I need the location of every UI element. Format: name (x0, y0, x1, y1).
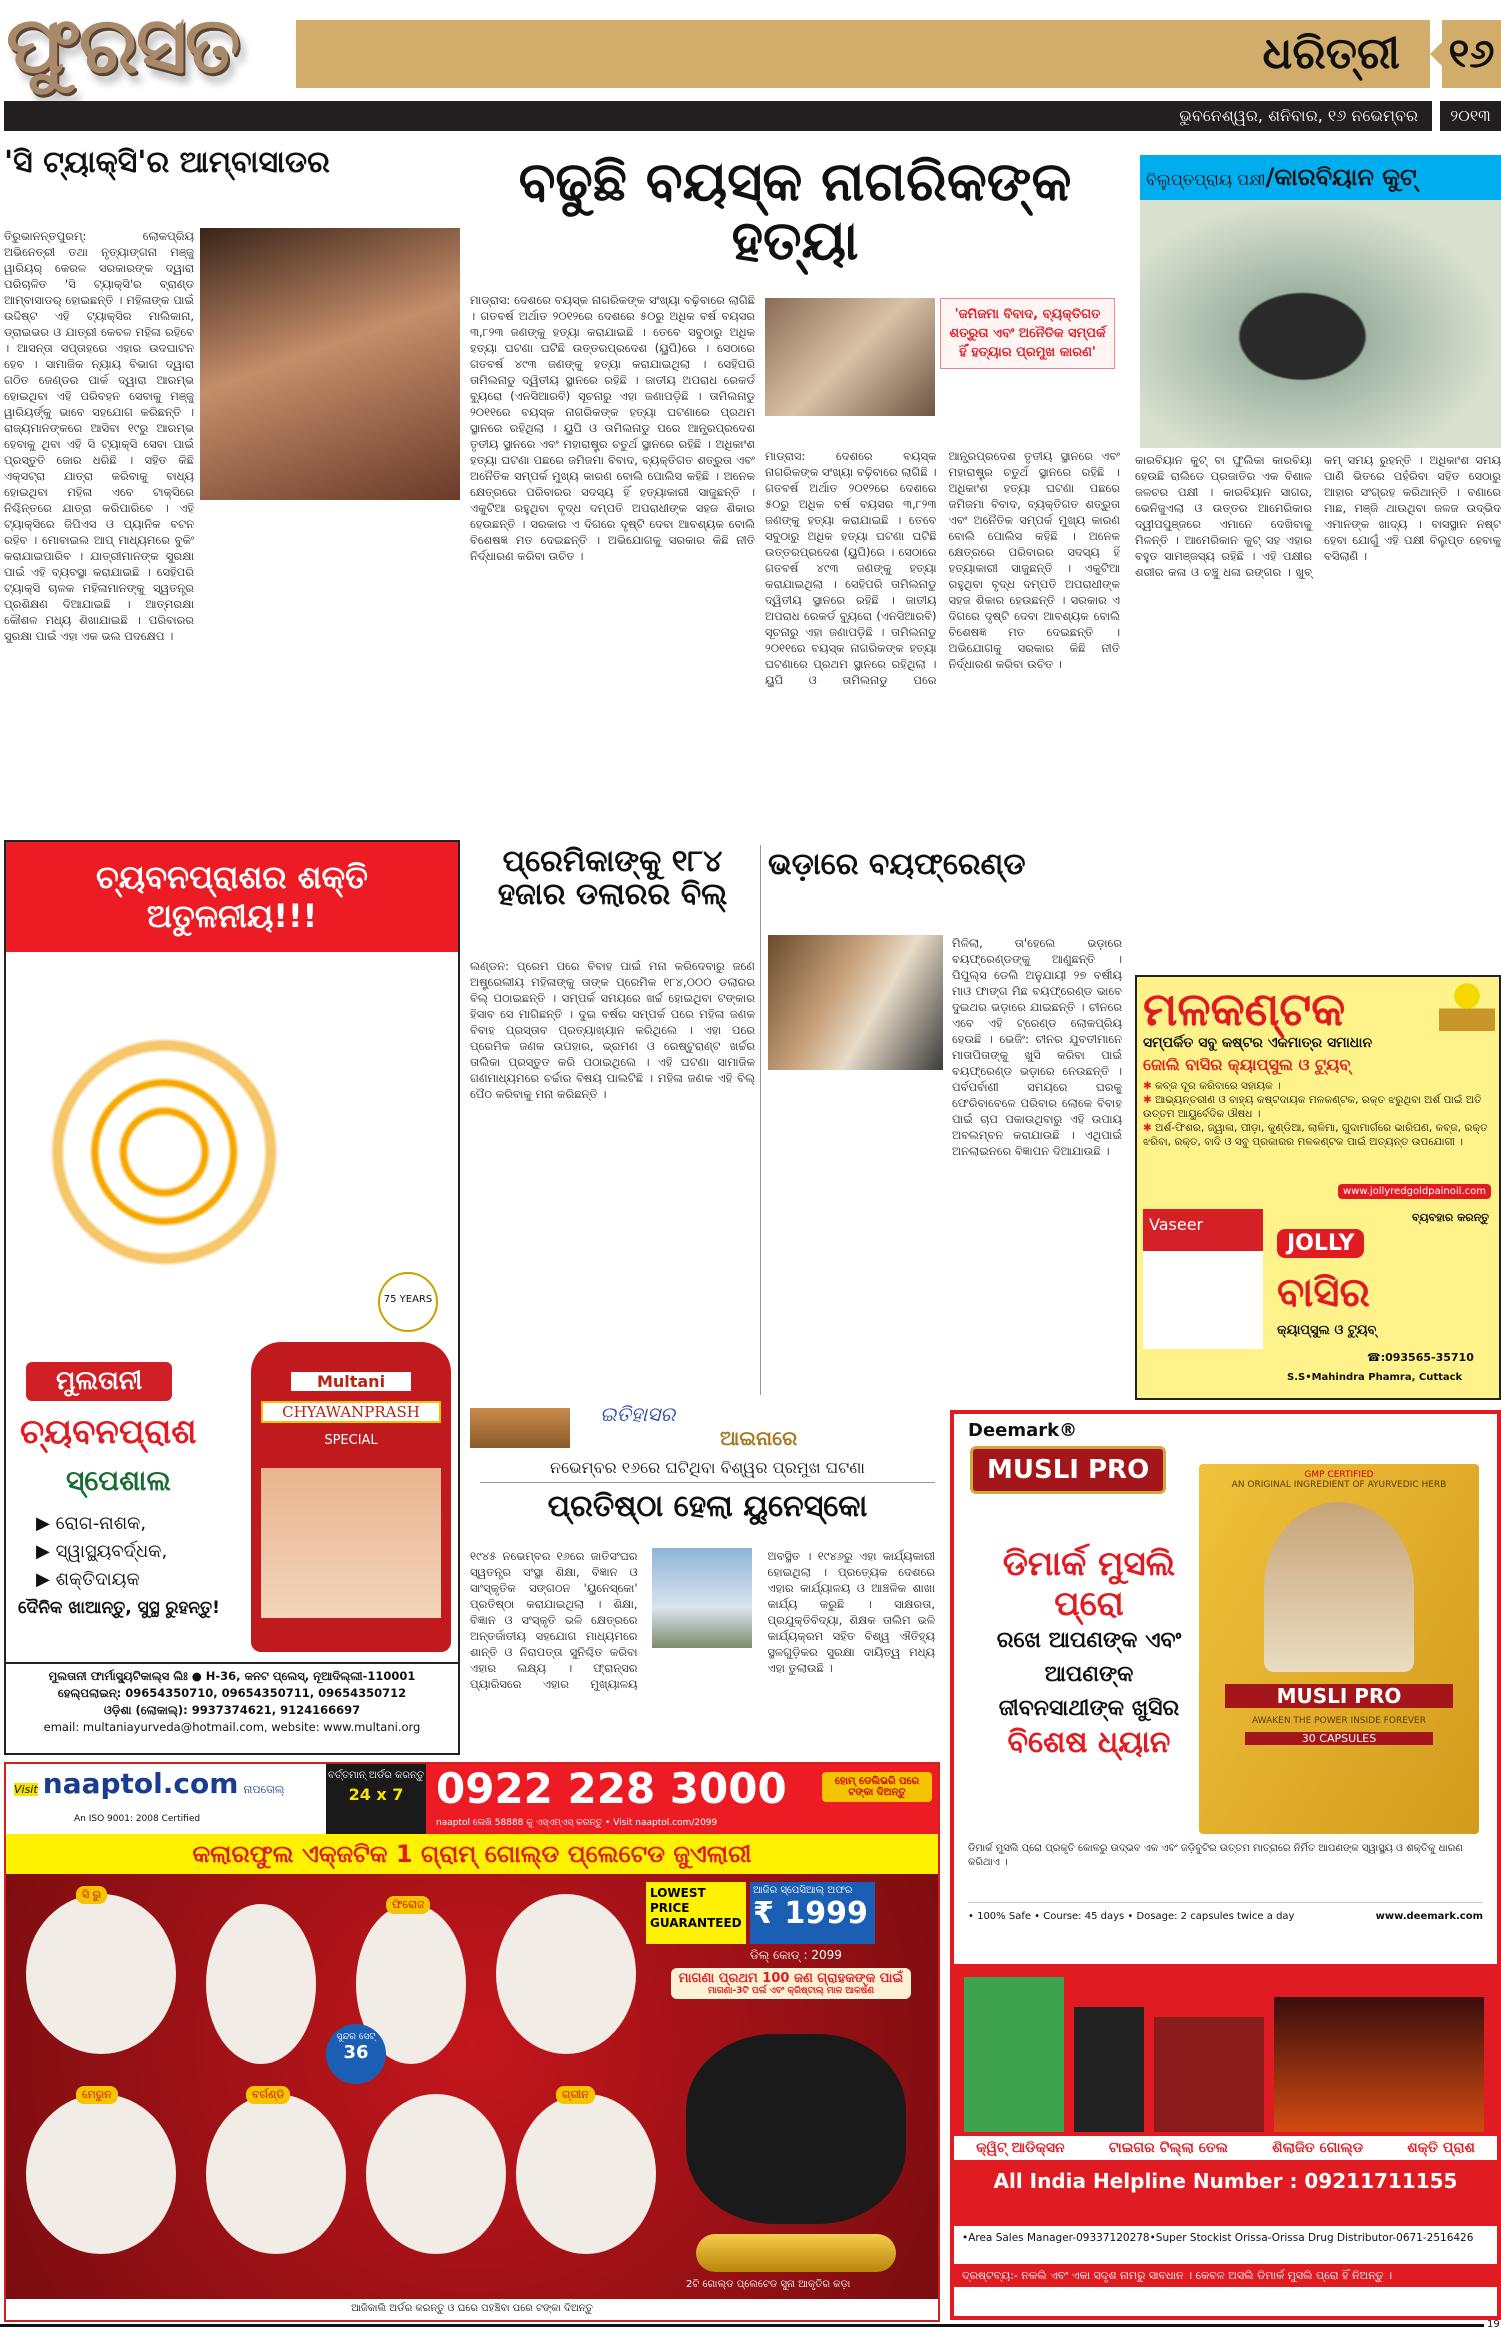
musli-description: ଡିମାର୍କ ମୁସଲି ପ୍ରୋ ପ୍ରକୃତି କୋଳରୁ ଉଦ୍ଭବ ଏକ ଏବଂ ଜଡ଼ିବୁଟିର ଉତ୍ତମ ମାତ୍ରାରେ ନିର୍ମିତ ଆପଣଙ୍କ ସ୍ୱାସ୍ଥ୍ୟ ଓ ଶକ୍ତିକୁ ଧାରଣ କରିଥାଏ । (968, 1843, 1463, 1868)
set-label: ମେରୁନ (76, 2086, 118, 2104)
sms-info: naaptol ଲେଖି 58888 କୁ ଏସ୍ଏମ୍ଏସ୍ କରନ୍ତୁ • Visit naaptol.com/2099 (436, 1818, 718, 1828)
books-icon (470, 1408, 570, 1448)
naaptol-logo-box (6, 1764, 324, 1834)
musli-warning: ଦ୍ରଷ୍ଟବ୍ୟ:- ନକଲି ଏବଂ ଏକା ସଦୃଶ ନାମରୁ ସାବଧାନ । କେବଳ ଅସଲି ଡିମାର୍କ ମୁସଲି ପ୍ରୋ ହିଁ ନିଅନ୍ତୁ । (954, 2264, 1497, 2287)
victim-photo (765, 298, 935, 416)
bullet: ▶ ଶକ୍ତିଦାୟକ (36, 1569, 140, 1590)
musli-dosage (968, 1902, 1483, 1958)
necklace-set (366, 2094, 506, 2254)
story3-body: କାରବିୟାନ କୁଟ୍ ବା ଫୁଲିକା କାରବିୟା ହେଉଛି ରାଲିଡେ ପ୍ରଜାତିର ଏକ ବିଶାଳ ଜଳଚର ପକ୍ଷୀ । କାରବିୟାନ ସାଗର, ଭେନିଜୁଏଲା ଓ ଉତ୍ତର ଆମେରିକାର ଦ୍ୱୀପପୁଞ୍ଜରେ ଏମାନେ ଦେଖିବାକୁ ମିଳନ୍ତି । ଆମେରିକାନ କୁଟ୍ ସହ ଏହାର ବହୁତ ସାମଞ୍ଜସ୍ୟ ରହିଛି । ଏହି ପକ୍ଷୀର ଶରୀର କଳା ଓ ଚଞ୍ଚୁ ଧଳା ରଙ୍ଗର । ଖୁବ୍ କମ୍ ସମୟ ରୁହନ୍ତି । ଅଧିକାଂଶ ସମୟ ପାଣି ଭିତରେ ପହଁରିବା ସହିତ ସେଠାରୁ ଆହାର ସଂଗ୍ରହ କରିଥାନ୍ତି । ବଣାରେ ମାଛ, ମଞ୍ଜି ଥାଉଥିବା ଜଳଜ ଉଦ୍ଭିଦ ଏମାନଙ୍କ ଖାଦ୍ୟ । ବାସସ୍ଥାନ ନଷ୍ଟ ହେବା ଯୋଗୁଁ ଏହି ପକ୍ଷୀ ବିଲୁପ୍ତ ହେବାକୁ ବସିଲାଣି । (1135, 453, 1501, 579)
history-subtitle: ନଭେମ୍ବର ୧୬ରେ ଘଟିଥିବା ବିଶ୍ୱର ପ୍ରମୁଖ ଘଟଣା (480, 1458, 935, 1483)
box-logo: MUSLI PRO (1225, 1684, 1453, 1708)
musli-helpline: All India Helpline Number : 09211711155 (993, 2169, 1458, 2193)
jewellery-headline: କଲାରଫୁଲ ଏକ୍ଜଟିକ 1 ଗ୍ରାମ୍ ଗୋଲ୍ଡ ପ୍ଲେଟେଡ ଜୁଏଲାରୀ (6, 1834, 938, 1874)
quote-black: ରଖେ ଆପଣଙ୍କ ଏବଂ ଆପଣଙ୍କ ଜୀବନସାଥୀଙ୍କ ଖୁସିର (996, 1628, 1182, 1721)
cartoon-man-icon (1439, 981, 1495, 1031)
75-years-badge: 75 YEARS (378, 1272, 438, 1332)
gold-bangles (696, 2234, 896, 2272)
history-body: ୧୯୪୫ ନଭେମ୍ବର ୧୬ରେ ଜାତିସଂଘର ସ୍ୱତନ୍ତ୍ର ସଂସ୍ଥା ଶିକ୍ଷା, ବିଜ୍ଞାନ ଓ ସାଂସ୍କୃତିକ ସଙ୍ଗଠନ 'ୟୁନେସ୍କୋ' ପ୍ରତିଷ୍ଠା କରାଯାଇଥିଲା । ଶିକ୍ଷା, ବିଜ୍ଞାନ ଓ ସଂସ୍କୃତି ଭଳି କ୍ଷେତ୍ରରେ ଅନ୍ତର୍ଜାତୀୟ ସହଯୋଗ ମାଧ୍ୟମରେ ଶାନ୍ତି ଓ ନିରାପତ୍ତା ସୁନିଶ୍ଚିତ କରିବା ଏହାର ଲକ୍ଷ୍ୟ । ଫ୍ରାନ୍ସର ପ୍ୟାରିସରେ ଏହାର ମୁଖ୍ୟାଳୟ ଅବସ୍ଥିତ । ୧୯୪୬ରୁ ଏହା କାର୍ଯ୍ୟକାରୀ ହୋଇଥିଲା । ପ୍ରତ୍ୟେକ ଦେଶରେ ଏହାର କାର୍ଯ୍ୟାଳୟ ଓ ଆଞ୍ଚଳିକ ଶାଖା କାର୍ଯ୍ୟ କରୁଛି । ସାକ୍ଷରତା, ପ୍ରଯୁକ୍ତିବିଦ୍ୟା, ଶିକ୍ଷକ ତାଲିମ ଭଳି କାର୍ଯ୍ୟକ୍ରମ ସହିତ ବିଶ୍ୱ ଐତିହ୍ୟ ସ୍ଥଳଗୁଡ଼ିକର ସୁରକ୍ଷା ଦାୟିତ୍ୱ ମଧ୍ୟ ଏହା ତୁଲାଉଛି । (470, 1549, 935, 1691)
dateline: ଭୁବନେଶ୍ୱର, ଶନିବାର, ୧୬ ନଭେମ୍ବର (4, 101, 1432, 131)
naaptol-ad (4, 1762, 940, 2322)
musli-products (954, 1964, 1497, 2226)
footballer-graphic (6, 952, 458, 1352)
jolly-distributor: S.S•Mahindra Phamra, Cuttack (1287, 1372, 1463, 1383)
iso-label: An ISO 9001: 2008 Certified (74, 1814, 201, 1824)
necklace-set (496, 1894, 636, 2054)
gmp-label: GMP CERTIFIED (1304, 1470, 1374, 1480)
box-caps: 30 CAPSULES (1245, 1732, 1433, 1745)
order-box (326, 1764, 426, 1834)
box-label: Vaseer (1149, 1215, 1204, 1234)
shilajit-box (1154, 2017, 1264, 2132)
shakti-prash-box (1274, 1997, 1484, 2132)
set-label: ଫିରୋଜ (386, 1896, 430, 1914)
page-rule (0, 2324, 1484, 2327)
naaptol-logo: naaptol.com (42, 1767, 239, 1800)
set-label: ବର୍ଗଣ୍ଡି (246, 2086, 290, 2104)
box-top-text: AN ORIGINAL INGREDIENT OF AYURVEDIC HERB (1231, 1480, 1447, 1490)
jolly-website: www.jollyredgoldpainoil.com (1338, 1184, 1491, 1199)
story4-headline: ପ୍ରେମିକାଙ୍କୁ ୧୮୪ ହଜାର ଡଲାରର ବିଲ୍ (497, 844, 728, 912)
story3-header (1140, 155, 1501, 200)
masthead-logo: ଫୁରସତ (6, 0, 239, 91)
deemark-brand: Deemark® (968, 1420, 1078, 1441)
story5-body: ମିଳିଲା, ତା'ହେଲେ ଭଡ଼ାରେ ବୟଫ୍ରେଣ୍ଡଙ୍କୁ ଆଣୁଛନ୍ତି । ପିପୁଲ୍ସ ଡେଲି ଅନୁଯାୟୀ ୨୭ ବର୍ଷୀୟ ମାଓ ଫାଙ୍ଗ ମିଛ ବୟଫ୍ରେଣ୍ଡ ଭାବେ ଦୁଇଥର ଭଡ଼ାରେ ଯାଇଛନ୍ତି । ଚୀନରେ ଏବେ ଏହି ଟ୍ରେଣ୍ଡ ଲୋକପ୍ରିୟ ହେଉଛି । ଭେଜିଂ: ଚୀନର ଯୁବତୀମାନେ ମାତାପିତାଙ୍କୁ ଖୁସି କରିବା ପାଇଁ ବୟଫ୍ରେଣ୍ଡ ଭଡ଼ାରେ ନେଉଛନ୍ତି । ପର୍ବପର୍ବାଣୀ ସମୟରେ ଘରକୁ ଫେରିବାବେଳେ ପରିବାର ଲୋକେ ବିବାହ ପାଇଁ ଚାପ ପକାଉଥିବାରୁ ଏହି ଉପାୟ ଅବଲମ୍ବନ କରାଯାଉଛି । ଏଥିପାଇଁ ଅନଲାଇନରେ ବିଜ୍ଞାପନ ଦିଆଯାଉଛି । (952, 936, 1122, 1158)
page-number: ୧୬ (1442, 20, 1501, 88)
story2-pullquote: 'ଜମିଜମା ବିବାଦ, ବ୍ୟକ୍ତିଗତ ଶତ୍ରୁତା ଏବଂ ଅନୈତିକ ସମ୍ପର୍କ ହିଁ ହତ୍ୟାର ପ୍ରମୁଖ କାରଣ' (940, 298, 1115, 369)
chyawan-tagline: ଦୈନିକ ଖାଆନ୍ତୁ, ସୁସ୍ଥ ରୁହନ୍ତୁ! (18, 1598, 220, 1618)
chyawanprash-ad (4, 840, 460, 1755)
box-tagline: AWAKEN THE POWER INSIDE FOREVER (1252, 1716, 1426, 1726)
sets-label: ସୁନ୍ଦର ସେଟ୍ (336, 2032, 376, 2042)
jolly-vaseer-ad (1135, 975, 1501, 1400)
jolly-logo: JOLLY (1277, 1229, 1364, 1258)
deal-code: ଡିଲ୍ କୋଡ୍ : 2099 (750, 1948, 842, 1962)
musli-root-photo (1264, 1502, 1414, 1672)
helpline: ହେଲ୍ପଲାଇନ୍: 09654350710, 09654350711, 09654350712 (57, 1686, 407, 1700)
quote-end: ବିଶେଷ ଧ୍ୟାନ (1007, 1725, 1171, 1760)
necklace-set (206, 2088, 346, 2254)
history-headline: ପ୍ରତିଷ୍ଠା ହେଲା ୟୁନେସ୍କୋ (547, 1489, 868, 1524)
coot-bird-photo (1140, 200, 1501, 448)
free-label: ମାଗଣା ପ୍ରଥମ 100 ଜଣ ଗ୍ରାହକଙ୍କ ପାଇଁ (678, 1971, 904, 1986)
multani-brand: ମୁଲତାନୀ (26, 1362, 172, 1401)
website: www.deemark.com (1375, 1911, 1483, 1922)
vaseer-title: ବାସିର (1277, 1270, 1370, 1316)
product-name: ଶକ୍ତି ପ୍ରାଶ (1407, 2140, 1475, 2156)
cod-label: ହୋମ୍ ଡେଲିଭରି ପରେ ଟଙ୍କା ଦିଅନ୍ତୁ (822, 1772, 932, 1802)
necklace-set (516, 2088, 656, 2254)
phone-box (426, 1764, 938, 1834)
point: ✱ ଆଭ୍ୟନ୍ତରୀଣ ଓ ବାହ୍ୟ କଷ୍ଟଦାୟକ ମଳକଣ୍ଟକ, ରକ୍ତ ଝରୁଥିବା ଅର୍ଶ ପାଇଁ ଅତି ଉତ୍ତମ ଆୟୁର୍ବେଦିକ ଔଷଧ । (1143, 1094, 1482, 1120)
offer-price: ₹ 1999 (753, 1896, 868, 1931)
jewellery-display (6, 1874, 938, 2299)
jolly-subtitle: ସମ୍ପର୍କିତ ସବୁ କଷ୍ଟର ଏକମାତ୍ର ସମାଧାନ (1143, 1035, 1373, 1051)
story3-kicker: ବିଲୁପ୍ତପ୍ରାୟ ପକ୍ଷୀ (1146, 170, 1266, 189)
chyawan-bullets (36, 1510, 246, 1594)
couple-photo (768, 935, 943, 1070)
musli-contacts: •Area Sales Manager-09337120278•Super Stockist Orissa-Orissa Drug Distributor-0671-2516426 (954, 2228, 1497, 2248)
necklace-set (26, 2088, 176, 2254)
bangles-caption: 2ଟି ଗୋଲ୍ଡ ପ୍ଲେଟେଡ ସୁନା ଆକୃତିର କଡ଼ା (686, 2279, 851, 2290)
chyawan-contact (6, 1662, 458, 1736)
musli-pro-ad (950, 1410, 1501, 2320)
quote-red: ଡିମାର୍କ ମୁସଲି ପ୍ରୋ (1002, 1544, 1176, 1624)
point: ✱ ଅର୍ଶ-ଫିଶର, ଜ୍ୱାଳା, ପୀଡ଼ା, କୁଣ୍ଡିଆ, ଲାଳିମା, ଗୁଦାମାର୍ଗରେ ଭାରିପଣ, କବ୍ଜ, ରକ୍ତ ଝରିବା, ରକ୍ତ, ବାଦି ଓ ସବୁ ପ୍ରକାରର ମଳକଣ୍ଟକ ପାଇଁ ଅତ୍ୟନ୍ତ ଉପଯୋଗୀ । (1143, 1122, 1488, 1148)
jolly-product: ଜୋଲି ବାସିର କ୍ୟାପ୍ସୁଲ ଓ ଟ୍ୟୁବ୍ (1143, 1055, 1351, 1074)
story4-body: ଲଣ୍ଡନ: ପ୍ରେମ ପରେ ବିବାହ ପାଇଁ ମନା କରିଦେବାରୁ ଜଣେ ଅଷ୍ଟ୍ରେଲୀୟ ମହିଳାଙ୍କୁ ତାଙ୍କ ପ୍ରେମିକ ୧୮୪,୦୦୦ ଡଲାରର ବିଲ୍ ପଠାଇଛନ୍ତି । ସମ୍ପର୍କ ସମୟରେ ଖର୍ଚ୍ଚ ହୋଇଥିବା ଟଙ୍କାର ହିସାବ ସେ ମାଗିଛନ୍ତି । ଦୁଇ ବର୍ଷର ସମ୍ପର୍କ ପରେ ମହିଳା ଜଣକ ବିବାହ ପ୍ରସ୍ତାବ ପ୍ରତ୍ୟାଖ୍ୟାନ କରିଥିଲେ । ଏହା ପରେ ପ୍ରେମିକ ଜଣକ ଉପହାର, ଭ୍ରମଣ ଓ ରେଷ୍ଟୁରାଣ୍ଟ ଖର୍ଚ୍ଚର ତାଲିକା ପ୍ରସ୍ତୁତ କରି ପଠାଇଥିଲେ । ଏହି ଘଟଣା ସାମାଜିକ ଗଣମାଧ୍ୟମରେ ଚର୍ଚ୍ଚାର ବିଷୟ ପାଲଟିଛି । ମହିଳା ଜଣକ ଏହି ବିଲ୍ ପୈଠ କରିବାକୁ ମନା କରିଛନ୍ତି । (470, 959, 755, 1101)
musli-pro-logo: MUSLI PRO (970, 1446, 1166, 1494)
chyawan-product: ଚ୍ୟବନପ୍ରାଶ (20, 1412, 197, 1452)
offer-box (750, 1882, 875, 1944)
tiger-oil-box (1074, 2007, 1144, 2132)
point: ✱ କବ୍ଜ ଦୂର କରିବାରେ ସହାୟକ । (1143, 1080, 1281, 1092)
hours: 24 x 7 (348, 1785, 404, 1804)
vaseer-box (1143, 1209, 1263, 1349)
necklace-set (26, 1888, 176, 2054)
set-label: ସି ରୁ (76, 1886, 107, 1904)
lowest-price-badge: LOWEST PRICE GUARANTEED (646, 1882, 746, 1944)
company-address: ମୁଲତାନୀ ଫାର୍ମାସ୍ୟୁଟିକାଲ୍ସ ଲିଃ ● H-36, କନଟ ପ୍ଲେସ୍, ନୂଆଦିଲ୍ଲୀ-110001 (48, 1669, 416, 1683)
product-boxes (964, 1972, 1487, 2132)
pearl-sets (686, 2034, 906, 2224)
free-offer (671, 1968, 911, 1999)
set-label: ଗ୍ରୀନ (556, 2086, 595, 2104)
chyawan-banner: ଚ୍ୟବନପ୍ରାଶର ଶକ୍ତି ଅତୁଳନୀୟ!!! (6, 842, 458, 952)
history-logo (470, 1403, 940, 1453)
product-name: ଶିଲାଜିତ ଗୋଲ୍ଡ (1272, 2140, 1364, 2156)
product-names (954, 2136, 1497, 2160)
story1-headline: 'ସି ଟ୍ୟାକ୍ସି'ର ଆମ୍ବାସାଡର (4, 145, 330, 180)
story5-headline: ଭଡ଼ାରେ ବୟଫ୍ରେଣ୍ଡ (768, 847, 1026, 882)
sets-badge (326, 2024, 386, 2084)
history-logo-bottom: ଆଇନାରେ (720, 1426, 798, 1450)
bullet: ▶ ସ୍ୱାସ୍ଥ୍ୟବର୍ଦ୍ଧକ, (36, 1541, 168, 1562)
free-sub: ମାଗଣା-3ଟି ପର୍ଲ ଏବଂ କ୍ରିଷ୍ଟାଲ୍ ମାଳ ଆକର୍ଷଣ (707, 1986, 875, 1996)
dose: • 100% Safe • Course: 45 days • Dosage: 2 capsules twice a day (968, 1911, 1295, 1922)
quit-addiction-box (964, 1977, 1064, 2132)
product-name: ଟାଇଗର ଟିଲ୍ଲା ତେଲ (1108, 2140, 1228, 2156)
jar-special: SPECIAL (324, 1433, 378, 1448)
jolly-points (1143, 1079, 1488, 1149)
musli-box (1199, 1464, 1479, 1834)
dateline-year: ୨୦୧୩ (1440, 101, 1501, 131)
history-logo-top: ଇତିହାସର (600, 1402, 676, 1426)
sets-count: 36 (343, 2042, 369, 2063)
visit-label: Visit (14, 1783, 38, 1796)
jar-brand: Multani (291, 1372, 411, 1391)
order-phone: 0922 228 3000 (436, 1764, 787, 1813)
jolly-phone: ☎:093565-35710 (1367, 1351, 1474, 1364)
story2-body-col2: ମାଡ୍ରାସ: ଦେଶରେ ବୟସ୍କ ନାଗରିକଙ୍କ ସଂଖ୍ୟା ବଢ଼ିବାରେ ଲାଗିଛି । ଗତବର୍ଷ ଅର୍ଥାତ ୨୦୧୨ରେ ଦେଶରେ ୫୦ରୁ ଅଧିକ ବର୍ଷ ବୟସର ୩,୮୨୩ ଜଣଙ୍କୁ ହତ୍ୟା କରାଯାଇଛି । ତେବେ ସବୁଠାରୁ ଅଧିକ ହତ୍ୟା ଘଟଣା ଘଟିଛି ଉତ୍ତରପ୍ରଦେଶ (ୟୁପି)ରେ । ସେଠାରେ ଗତବର୍ଷ ୪୯୩ ଜଣଙ୍କୁ ହତ୍ୟା କରାଯାଇଥିଲା । ସେହିପରି ତାମିଲନାଡୁ ଦ୍ୱିତୀୟ ସ୍ଥାନରେ ରହିଛି । ଜାତୀୟ ଅପରାଧ ରେକର୍ଡ ବ୍ୟୁରୋ (ଏନସିଆରବି) ସୂଚନାରୁ ଏହା ଜଣାପଡ଼ିଛି । ତାମିଲନାଡୁ ୨୦୧୧ରେ ବୟସ୍କ ନାଗରିକଙ୍କ ହତ୍ୟା ଘଟଣାରେ ପ୍ରଥମ ସ୍ଥାନରେ ରହିଥିଲା । ୟୁପି ଓ ତାମିଲନାଡୁ ପରେ ଆନ୍ଧ୍ରପ୍ରଦେଶ ତୃତୀୟ ସ୍ଥାନରେ ଏବଂ ମହାରାଷ୍ଟ୍ର ଚତୁର୍ଥ ସ୍ଥାନରେ ରହିଛି । ଅଧିକାଂଶ ହତ୍ୟା ଘଟଣା ପଛରେ ଜମିଜମା ବିବାଦ, ବ୍ୟକ୍ତିଗତ ଶତ୍ରୁତା ଏବଂ ଅନୈତିକ ସମ୍ପର୍କ ମୁଖ୍ୟ କାରଣ ବୋଲି ପୋଲିସ କହିଛି । ଅନେକ କ୍ଷେତ୍ରରେ ପରିବାରର ସଦସ୍ୟ ହିଁ ହତ୍ୟାକାରୀ ସାଜୁଛନ୍ତି । ଏକୁଟିଆ ରହୁଥିବା ବୃଦ୍ଧ ଦମ୍ପତି ଅପରାଧୀଙ୍କ ସହଜ ଶିକାର ହେଉଛନ୍ତି । ସରକାର ଏ ଦିଗରେ ଦୃଷ୍ଟି ଦେବା ଆବଶ୍ୟକ ବୋଲି ବିଶେଷଜ୍ଞ ମତ ଦେଇଛନ୍ତି । ଅଭିଯୋଗକୁ ସରକାର କିଛି ନୀତି ନିର୍ଦ୍ଧାରଣ କରିବା ଉଚିତ । (765, 449, 1120, 687)
email-website: email: multaniayurveda@hotmail.com, website: www.multani.org (43, 1720, 421, 1734)
story3-headline: /କାରବିୟାନ କୁଟ୍ (1265, 163, 1417, 191)
jolly-title: ମଳକଣ୍ଟକ (1143, 982, 1346, 1036)
musli-quote (984, 1544, 1194, 1760)
local-phone: ଓଡ଼ିଶା (ଲୋକାଲ୍): 9937374621, 9124166697 (103, 1703, 361, 1717)
chyawan-jar (251, 1342, 451, 1652)
jar-name: CHYAWANPRASH (261, 1401, 441, 1423)
story2-body-col1: ମାଡ୍ରାସ: ଦେଶରେ ବୟସ୍କ ନାଗରିକଙ୍କ ସଂଖ୍ୟା ବଢ଼ିବାରେ ଲାଗିଛି । ଗତବର୍ଷ ଅର୍ଥାତ ୨୦୧୨ରେ ଦେଶରେ ୫୦ରୁ ଅଧିକ ବର୍ଷ ବୟସର ୩,୮୨୩ ଜଣଙ୍କୁ ହତ୍ୟା କରାଯାଇଛି । ତେବେ ସବୁଠାରୁ ଅଧିକ ହତ୍ୟା ଘଟଣା ଘଟିଛି ଉତ୍ତରପ୍ରଦେଶ (ୟୁପି)ରେ । ସେଠାରେ ଗତବର୍ଷ ୪୯୩ ଜଣଙ୍କୁ ହତ୍ୟା କରାଯାଇଥିଲା । ସେହିପରି ତାମିଲନାଡୁ ଦ୍ୱିତୀୟ ସ୍ଥାନରେ ରହିଛି । ଜାତୀୟ ଅପରାଧ ରେକର୍ଡ ବ୍ୟୁରୋ (ଏନସିଆରବି) ସୂଚନାରୁ ଏହା ଜଣାପଡ଼ିଛି । ତାମିଲନାଡୁ ୨୦୧୧ରେ ବୟସ୍କ ନାଗରିକଙ୍କ ହତ୍ୟା ଘଟଣାରେ ପ୍ରଥମ ସ୍ଥାନରେ ରହିଥିଲା । ୟୁପି ଓ ତାମିଲନାଡୁ ପରେ ଆନ୍ଧ୍ରପ୍ରଦେଶ ତୃତୀୟ ସ୍ଥାନରେ ଏବଂ ମହାରାଷ୍ଟ୍ର ଚତୁର୍ଥ ସ୍ଥାନରେ ରହିଛି । ଅଧିକାଂଶ ହତ୍ୟା ଘଟଣା ପଛରେ ଜମିଜମା ବିବାଦ, ବ୍ୟକ୍ତିଗତ ଶତ୍ରୁତା ଏବଂ ଅନୈତିକ ସମ୍ପର୍କ ମୁଖ୍ୟ କାରଣ ବୋଲି ପୋଲିସ କହିଛି । ଅନେକ କ୍ଷେତ୍ରରେ ପରିବାରର ସଦସ୍ୟ ହିଁ ହତ୍ୟାକାରୀ ସାଜୁଛନ୍ତି । ଏକୁଟିଆ ରହୁଥିବା ବୃଦ୍ଧ ଦମ୍ପତି ଅପରାଧୀଙ୍କ ସହଜ ଶିକାର ହେଉଛନ୍ତି । ସରକାର ଏ ଦିଗରେ ଦୃଷ୍ଟି ଦେବା ଆବଶ୍ୟକ ବୋଲି ବିଶେଷଜ୍ଞ ମତ ଦେଇଛନ୍ତି । ଅଭିଯୋଗକୁ ସରକାର କିଛି ନୀତି ନିର୍ଦ୍ଧାରଣ କରିବା ଉଚିତ । (470, 293, 755, 563)
section-name: ଧରିତ୍ରୀ (296, 20, 1430, 88)
bullet: ▶ ରୋଗ-ନାଶକ, (36, 1513, 147, 1534)
product-name: କ୍ୱିଟ୍ ଆଡିକ୍ସନ (976, 2140, 1065, 2156)
chyawan-special: ସ୍ପେଶାଲ (66, 1464, 171, 1497)
family-photo (261, 1468, 441, 1618)
naaptol-footer: ଆଜିକାଲି ଅର୍ଡର କରନ୍ତୁ ଓ ଘରେ ପହଞ୍ଚିବା ପରେ ଟଙ୍କା ଦିଅନ୍ତୁ (6, 2299, 938, 2318)
order-label: ବର୍ତ୍ତମାନ୍ ଅର୍ଡର କରନ୍ତୁ (328, 1770, 424, 1781)
actress-photo (200, 228, 460, 500)
necklace-set (206, 1904, 316, 2064)
naaptol-odia: ନାପତୋଲ୍ (243, 1783, 285, 1796)
story2-headline: ବଢୁଛି ବୟସ୍କ ନାଗରିକଙ୍କ ହତ୍ୟା (518, 150, 1072, 273)
story1-body: ତିରୁଭାନନ୍ତପୁରମ୍: ଲୋକପ୍ରିୟ ଅଭିନେତ୍ରୀ ତଥା ନୃତ୍ୟାଙ୍ଗନା ମଞ୍ଜୁ ୱାରିୟର୍ କେରଳ ସରକାରଙ୍କ ଦ୍ୱାରା ପରିଚାଳିତ 'ସି ଟ୍ୟାକ୍ସି'ର ବ୍ରାଣ୍ଡ ଆମ୍ବାସାଡର୍ ହୋଇଛନ୍ତି । ମହିଳାଙ୍କ ପାଇଁ ଉଦ୍ଦିଷ୍ଟ ଏହି ଟ୍ୟାକ୍ସିର ମାଲିକାନା, ଡ୍ରାଇଭର ଓ ଯାତ୍ରୀ କେବଳ ମହିଳା ରହିବେ । ଆସନ୍ତା ସପ୍ତାହରେ ଏହାର ଉଦଘାଟନ ହେବ । ସାମାଜିକ ନ୍ୟାୟ ବିଭାଗ ଦ୍ୱାରା ଗଠିତ ଜେଣ୍ଡର ପାର୍କ ଦ୍ୱାରା ଆରମ୍ଭ ହୋଇଥିବା ଏହି ପରିବହନ ସେବାକୁ ମଞ୍ଜୁ ୱାରିୟର୍ଙ୍କୁ ଭାବେ ସହଯୋଗ କରିଛନ୍ତି । ରାଜ୍ୟମାନଙ୍କରେ ଆସିବା ୧୯ରୁ ଆରମ୍ଭ ହେବାକୁ ଥିବା ଏହି ସି ଟ୍ୟାକ୍ସି ସେବା ପାଇଁ ପ୍ରସ୍ତୁତି ଜୋର ଧରିଛି । ସହିତ କିଛି ଏକ୍ସଟ୍ରା ଯାତ୍ରା କରିବାକୁ ବାଧ୍ୟ ହୋଇଥିବା ମହିଳା ଏବେ ଟାକ୍ସିରେ ନିଶ୍ଚିନ୍ତରେ ଯାତ୍ରା କରିପାରିବେ । ଏହି ଟ୍ୟାକ୍ସିରେ ଜିପିଏସ ଓ ପ୍ୟାନିକ ବଟନ ରହିବ । ମୋବାଇଲ ଆପ୍ ମାଧ୍ୟମରେ ବୁକିଂ କରାଯାଇପାରିବ । ଯାତ୍ରୀମାନଙ୍କ ସୁରକ୍ଷା ପାଇଁ ଏହି ବ୍ୟବସ୍ଥା କରାଯାଇଛି । ସେହିପରି ଟ୍ୟାକ୍ସି ଚାଳକ ମହିଳାମାନଙ୍କୁ ସ୍ୱତନ୍ତ୍ର ପ୍ରଶିକ୍ଷଣ ଦିଆଯାଇଛି । ଆତ୍ମରକ୍ଷା କୌଶଳ ମଧ୍ୟ ଶିଖାଯାଇଛି । ପରିବାରର ସୁରକ୍ଷା ପାଇଁ ଏହା ଏକ ଭଲ ପଦକ୍ଷେପ । (4, 229, 194, 643)
offer-label: ଆଜିର ସ୍ପେସିଆଲ୍ ଅଫର (753, 1885, 853, 1896)
print-page-number: 19 (1487, 2319, 1500, 2330)
vaseer-cap: କ୍ୟାପ୍ସୁଲ ଓ ଟ୍ୟୁବ୍ (1277, 1323, 1377, 1338)
column-divider (760, 845, 761, 1395)
jolly-use: ବ୍ୟବହାର କରନ୍ତୁ (1411, 1211, 1489, 1224)
